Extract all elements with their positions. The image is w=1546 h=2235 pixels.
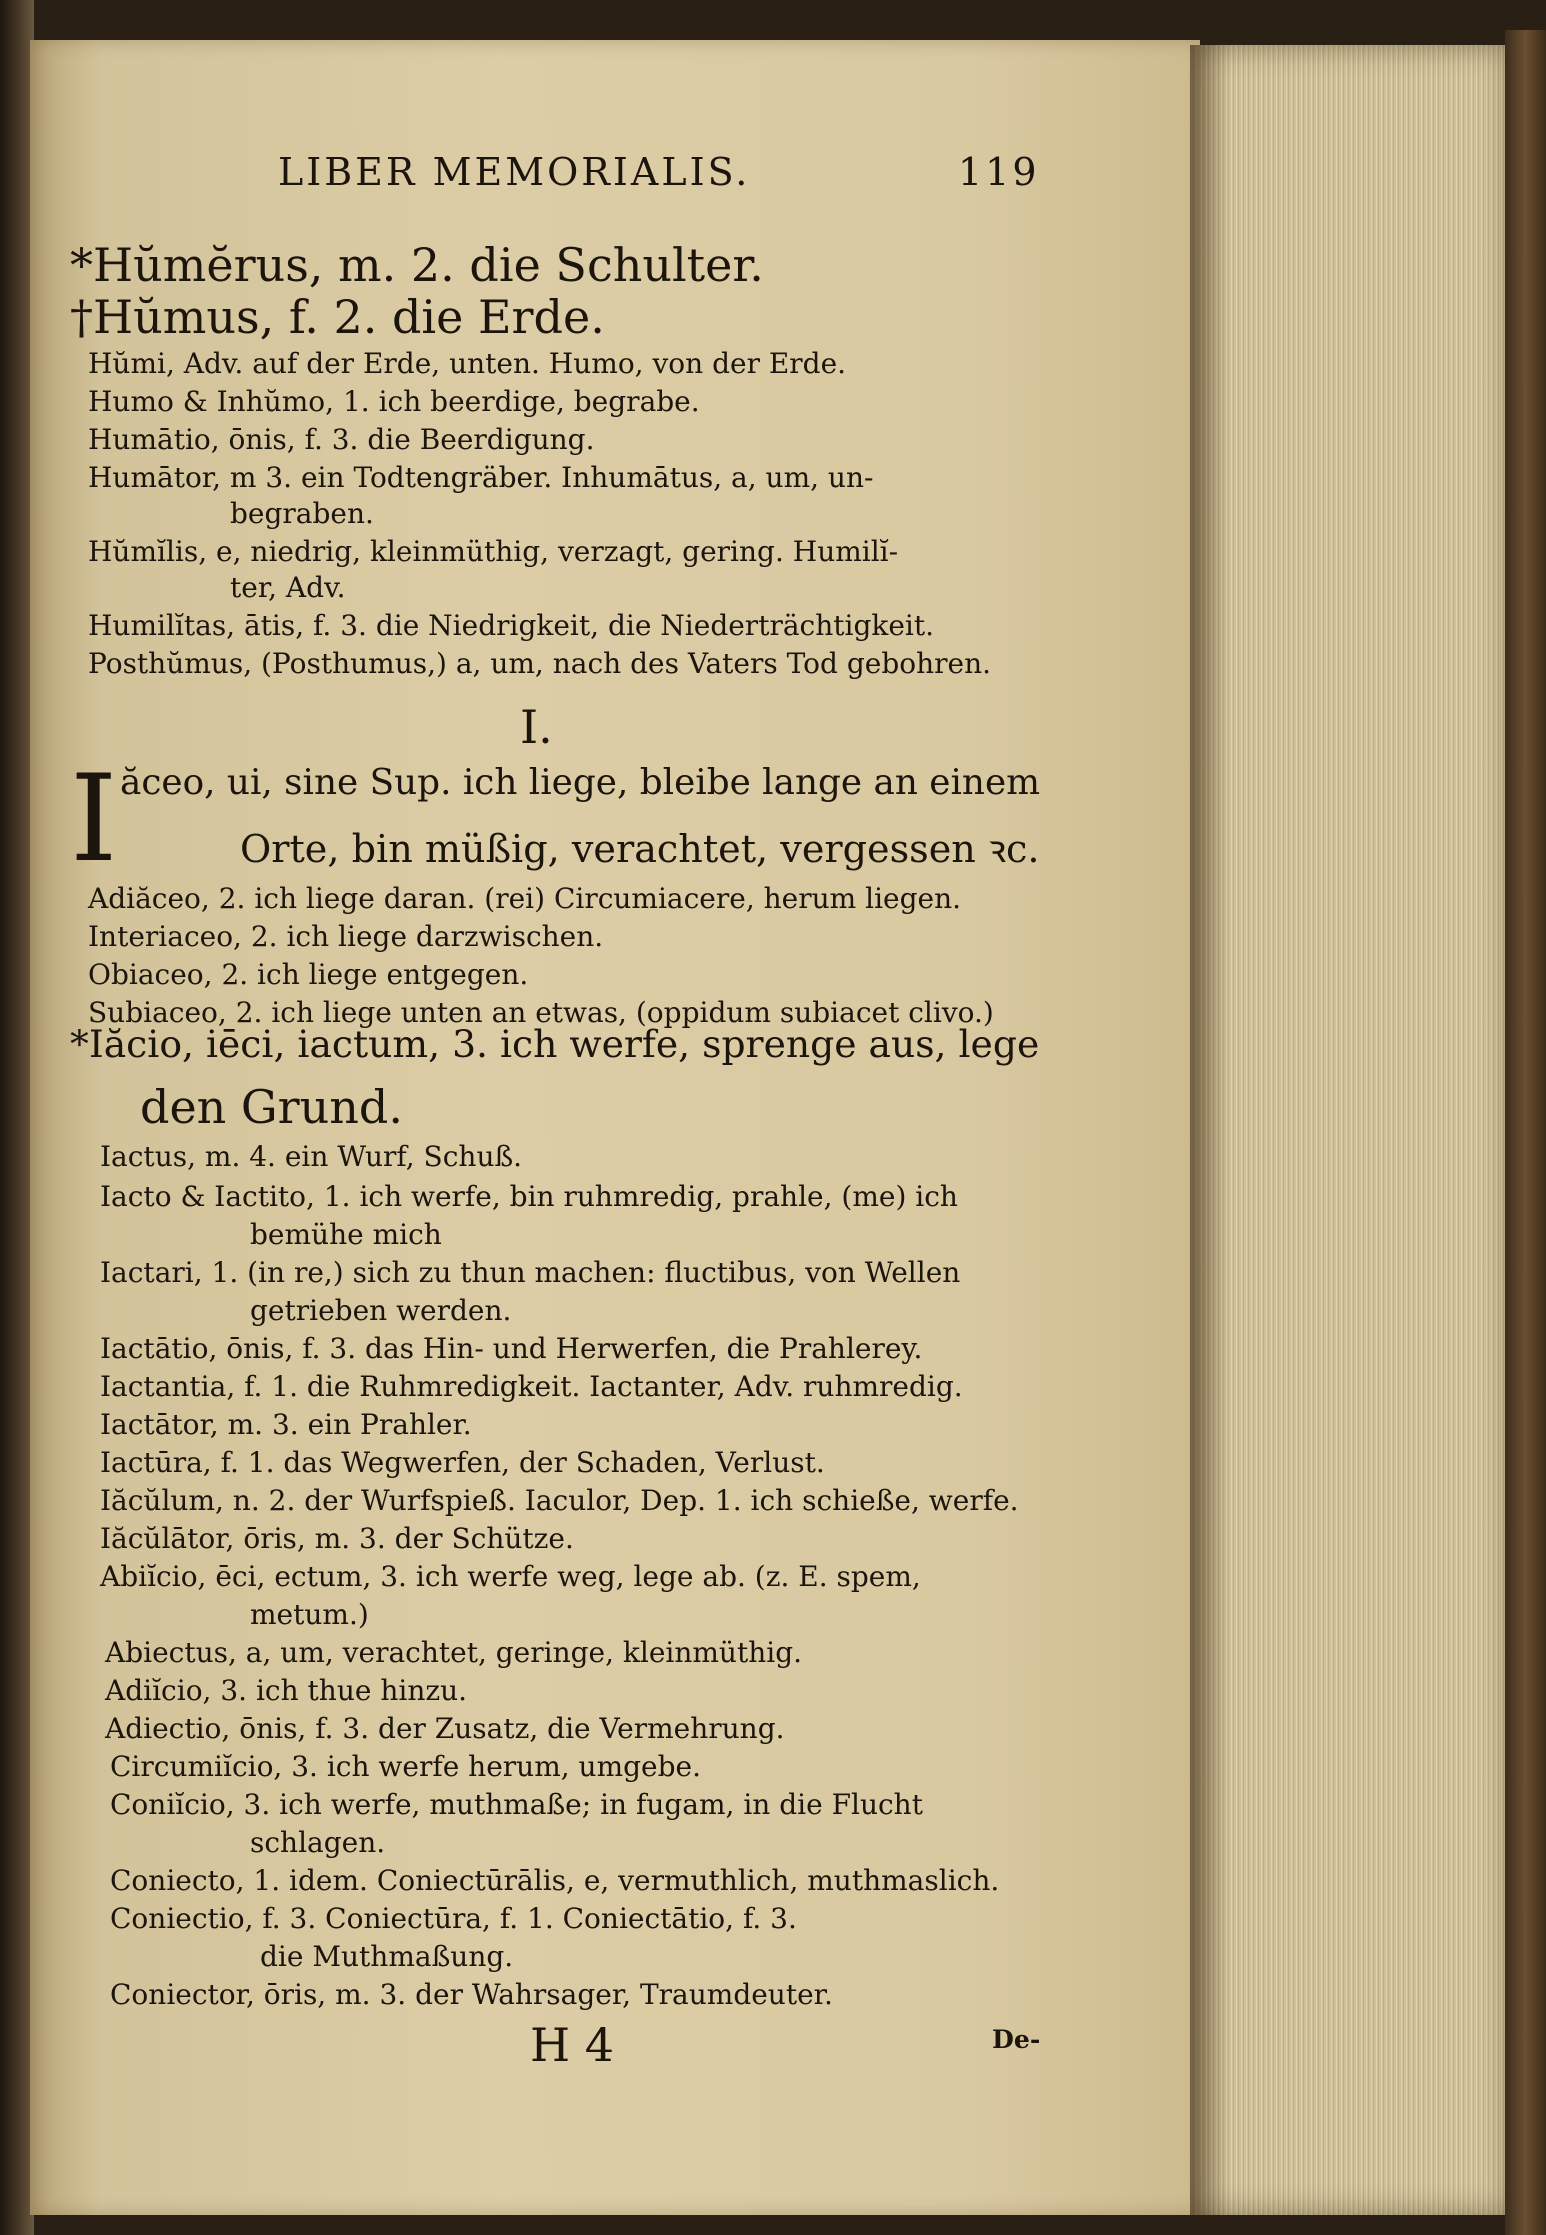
entry-line: Subiaceo, 2. ich liege unten an etwas, (oppidum subiacet clivo.)	[88, 996, 994, 1029]
entry-line: Posthŭmus, (Posthumus,) a, um, nach des Vaters Tod gebohren.	[88, 647, 992, 680]
page-number: 119	[958, 150, 1040, 194]
signature-mark: H 4	[530, 2018, 615, 2072]
entry-line: Humātor, m 3. ein Todtengräber. Inhumātus, a, um, un-	[88, 461, 874, 494]
entry-line: Obiaceo, 2. ich liege entgegen.	[88, 958, 529, 991]
section-heading: I.	[520, 700, 553, 754]
entry-line: bemühe mich	[250, 1218, 442, 1251]
entry-line: Iăcŭlātor, ōris, m. 3. der Schütze.	[100, 1522, 574, 1555]
entry-line: †Hŭmus, f. 2. die Erde.	[70, 290, 605, 344]
entry-line: schlagen.	[250, 1826, 386, 1859]
entry-line: Orte, bin müßig, verachtet, vergessen ꝛc.	[240, 827, 1040, 871]
entry-line: Adiăceo, 2. ich liege daran. (rei) Circumiacere, herum liegen.	[88, 882, 962, 915]
dropcap-letter: I	[70, 750, 118, 889]
entry-line: metum.)	[250, 1598, 369, 1631]
entry-line: *Hŭmĕrus, m. 2. die Schulter.	[70, 238, 764, 292]
entry-line: den Grund.	[140, 1080, 403, 1134]
entry-line: Coniector, ōris, m. 3. der Wahrsager, Traumdeuter.	[110, 1978, 833, 2011]
entry-line: Iactus, m. 4. ein Wurf, Schuß.	[100, 1140, 523, 1173]
entry-line: Abiectus, a, um, verachtet, geringe, kleinmüthig.	[105, 1636, 803, 1669]
entry-line: Hŭmi, Adv. auf der Erde, unten. Humo, von der Erde.	[88, 347, 847, 380]
entry-line: Coniectio, f. 3. Coniectūra, f. 1. Coniectātio, f. 3.	[110, 1902, 797, 1935]
entry-line: *Iăcio, iēci, iactum, 3. ich werfe, sprenge aus, lege	[70, 1022, 1040, 1066]
entry-line: Adiĭcio, 3. ich thue hinzu.	[105, 1674, 468, 1707]
entry-line: getrieben werden.	[250, 1294, 512, 1327]
entry-line: Iactūra, f. 1. das Wegwerfen, der Schaden, Verlust.	[100, 1446, 825, 1479]
entry-line: die Muthmaßung.	[260, 1940, 514, 1973]
entry-line: Iactari, 1. (in re,) sich zu thun machen: fluctibus, von Wellen	[100, 1256, 961, 1289]
entry-line: Adiectio, ōnis, f. 3. der Zusatz, die Vermehrung.	[105, 1712, 785, 1745]
entry-line: Iacto & Iactito, 1. ich werfe, bin ruhmredig, prahle, (me) ich	[100, 1180, 958, 1213]
entry-line: Iactantia, f. 1. die Ruhmredigkeit. Iactanter, Adv. ruhmredig.	[100, 1370, 963, 1403]
entry-line: Coniĭcio, 3. ich werfe, muthmaße; in fugam, in die Flucht	[110, 1788, 923, 1821]
running-title: LIBER MEMORIALIS.	[278, 150, 751, 194]
entry-line: ăceo, ui, sine Sup. ich liege, bleibe lange an einem	[120, 762, 1041, 803]
entry-line: Iactātio, ōnis, f. 3. das Hin- und Herwerfen, die Prahlerey.	[100, 1332, 923, 1365]
entry-line: Humo & Inhŭmo, 1. ich beerdige, begrabe.	[88, 385, 700, 418]
entry-line: Humātio, ōnis, f. 3. die Beerdigung.	[88, 423, 595, 456]
entry-line: Hŭmĭlis, e, niedrig, kleinmüthig, verzagt, gering. Humilĭ-	[88, 535, 899, 568]
entry-line: Coniecto, 1. idem. Coniectūrālis, e, vermuthlich, muthmaslich.	[110, 1864, 1000, 1897]
catchword: De-	[992, 2024, 1041, 2054]
entry-line: Humilĭtas, ātis, f. 3. die Niedrigkeit, die Niederträchtigkeit.	[88, 609, 935, 642]
entry-line: Interiaceo, 2. ich liege darzwischen.	[88, 920, 604, 953]
entry-line: Iactātor, m. 3. ein Prahler.	[100, 1408, 472, 1441]
entry-line: ter, Adv.	[230, 571, 346, 604]
entry-line: begraben.	[230, 497, 374, 530]
entry-line: Abiĭcio, ēci, ectum, 3. ich werfe weg, lege ab. (z. E. spem,	[100, 1560, 921, 1593]
entry-line: Iăcŭlum, n. 2. der Wurfspieß. Iaculor, Dep. 1. ich schieße, werfe.	[100, 1484, 1019, 1517]
entry-line: Circumiĭcio, 3. ich werfe herum, umgebe.	[110, 1750, 702, 1783]
